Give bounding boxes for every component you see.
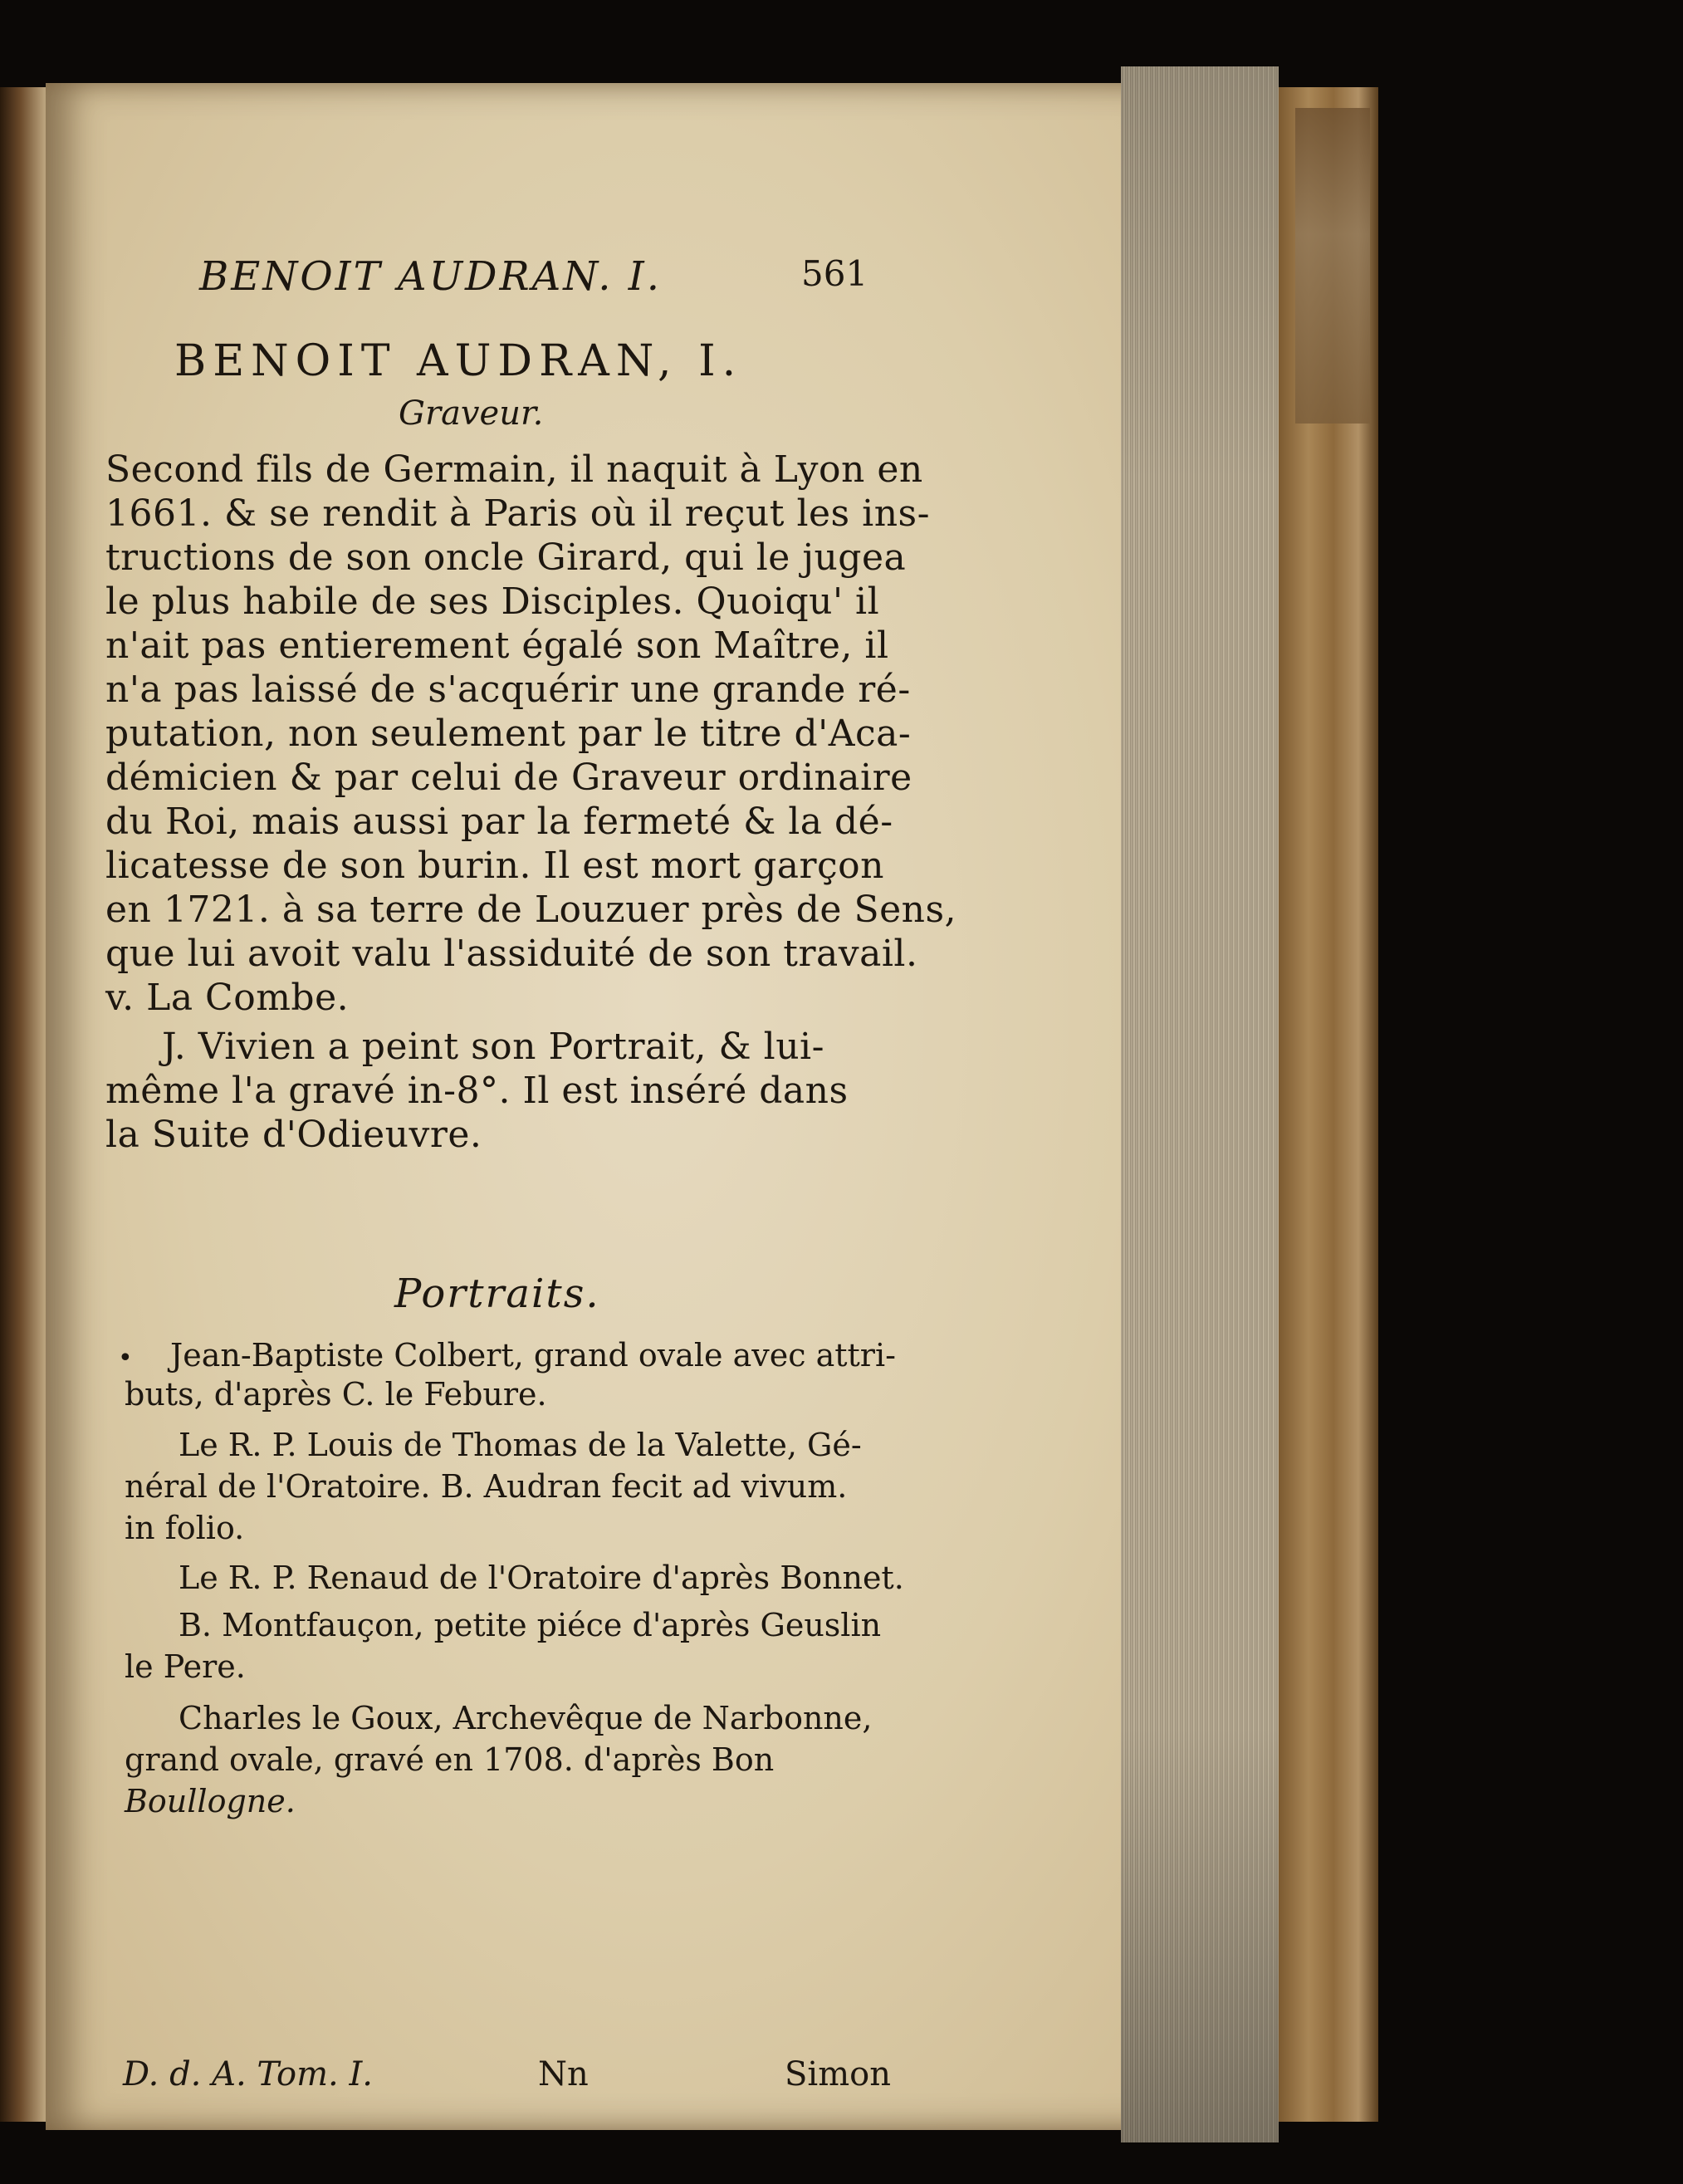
portrait-line: Le R. P. Renaud de l'Oratoire d'après Bonnet.	[179, 1560, 904, 1596]
body-line: même l'a gravé in-8°. Il est inséré dans	[105, 1070, 849, 1112]
portrait-line: buts, d'après C. le Febure.	[125, 1376, 547, 1413]
bullet-mark: •	[118, 1344, 133, 1373]
entry-title: BENOIT AUDRAN, I.	[174, 336, 743, 386]
portrait-line: in folio.	[125, 1510, 245, 1546]
portrait-line: B. Montfauçon, petite piéce d'après Geuslin	[179, 1607, 882, 1643]
body-line: 1661. & se rendit à Paris où il reçut les ins-	[105, 492, 930, 535]
body-line: n'ait pas entierement égalé son Maître, il	[105, 624, 889, 667]
body-line: du Roi, mais aussi par la fermeté & la dé-	[105, 801, 893, 843]
page-number: 561	[801, 253, 868, 294]
body-line: démicien & par celui de Graveur ordinaire	[105, 757, 912, 799]
gathering-mark: Nn	[538, 2055, 589, 2093]
portrait-line: Boullogne.	[125, 1783, 296, 1819]
page-stack-shadow	[1121, 66, 1279, 2142]
portrait-line: grand ovale, gravé en 1708. d'après Bon	[125, 1741, 775, 1778]
portrait-line: Jean-Baptiste Colbert, grand ovale avec attri-	[170, 1337, 896, 1374]
entry-subtitle: Graveur.	[399, 394, 544, 433]
body-line: le plus habile de ses Disciples. Quoiqu' il	[105, 580, 880, 623]
body-line: tructions de son oncle Girard, qui le jugea	[105, 536, 907, 579]
portrait-line: néral de l'Oratoire. B. Audran fecit ad vivum.	[125, 1468, 848, 1505]
cover-wear-patch	[1295, 108, 1370, 424]
section-title: Portraits.	[394, 1271, 600, 1317]
body-line: en 1721. à sa terre de Louzuer près de Sens,	[105, 889, 957, 931]
body-line: que lui avoit valu l'assiduité de son travail.	[105, 933, 918, 975]
body-line: n'a pas laissé de s'acquérir une grande ré-	[105, 668, 911, 711]
body-line: v. La Combe.	[105, 977, 350, 1019]
running-head: BENOIT AUDRAN. I.	[199, 253, 662, 300]
body-line: licatesse de son burin. Il est mort garçon	[105, 845, 884, 887]
body-line: putation, non seulement par le titre d'Aca-	[105, 712, 912, 755]
portrait-line: Le R. P. Louis de Thomas de la Valette, Gé-	[179, 1427, 862, 1463]
catchword: Simon	[785, 2055, 891, 2093]
portrait-line: Charles le Goux, Archevêque de Narbonne,	[179, 1700, 873, 1736]
signature-mark: D. d. A. Tom. I.	[123, 2055, 373, 2093]
body-line: la Suite d'Odieuvre.	[105, 1114, 482, 1156]
body-line: Second fils de Germain, il naquit à Lyon en	[105, 448, 923, 491]
body-line: J. Vivien a peint son Portrait, & lui-	[162, 1026, 824, 1068]
portrait-line: le Pere.	[125, 1648, 246, 1685]
